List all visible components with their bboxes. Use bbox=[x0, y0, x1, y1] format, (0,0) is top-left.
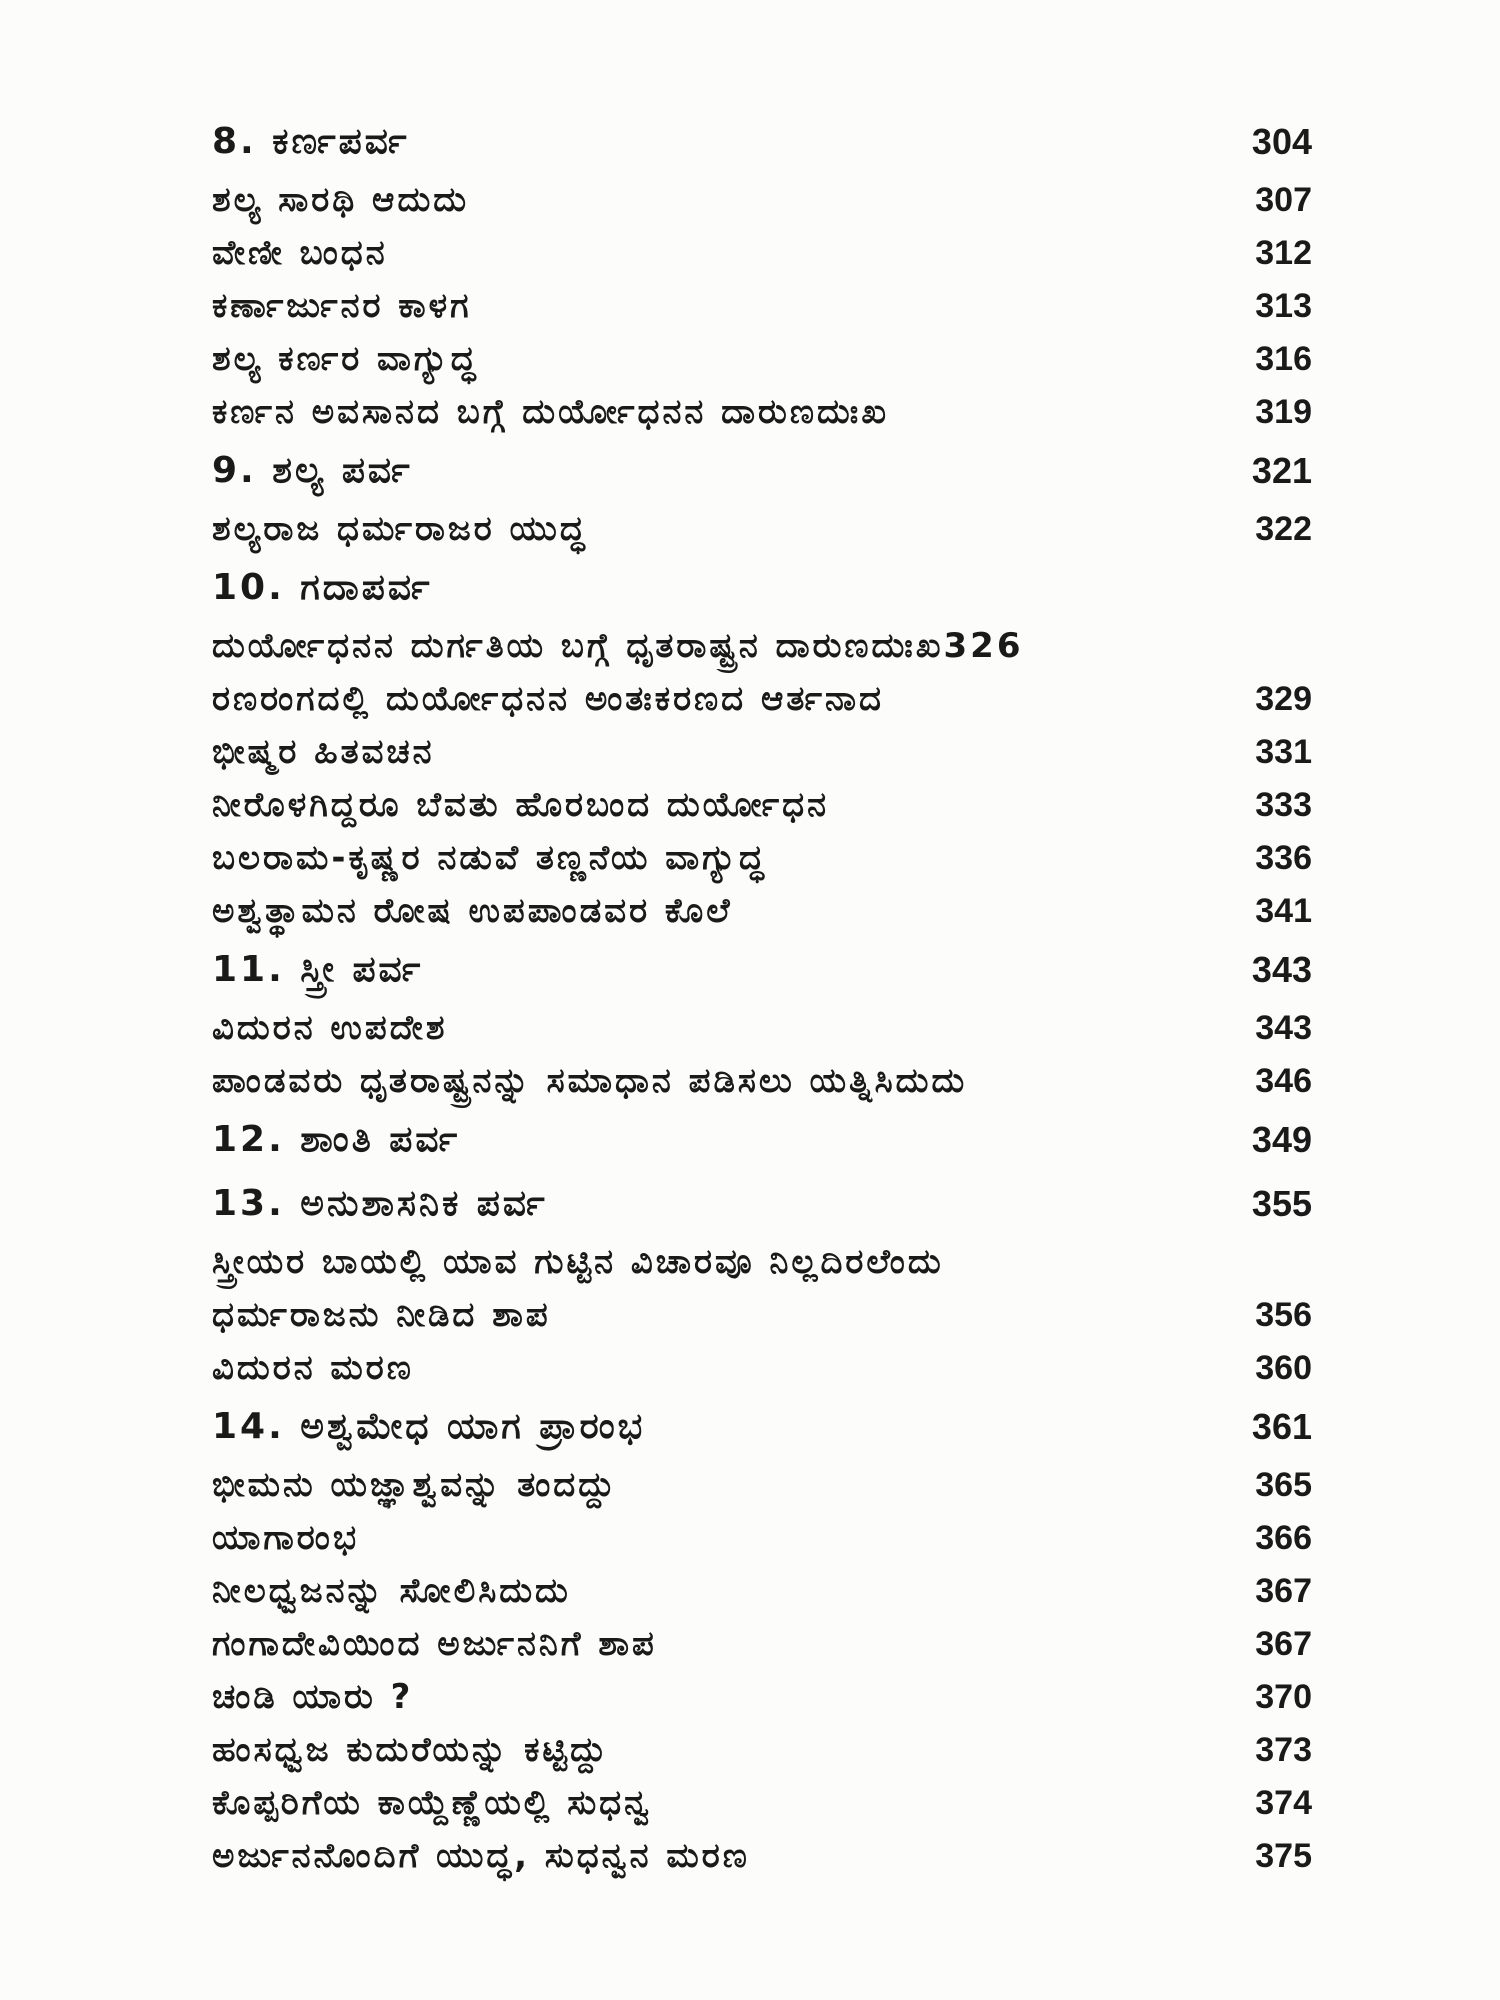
toc-page-number: 336 bbox=[1255, 839, 1312, 877]
toc-section-heading bbox=[212, 1172, 1312, 1236]
toc-entry-title: 9. ಶಲ್ಯ ಪರ್ವ bbox=[212, 450, 413, 491]
toc-entry-title: ವೇಣೀ ಬಂಧನ bbox=[212, 233, 388, 273]
toc-page-number: 333 bbox=[1255, 786, 1312, 824]
toc-entry bbox=[212, 333, 1312, 386]
toc-entry bbox=[212, 227, 1312, 280]
toc-entry-title: ಚಂಡಿ ಯಾರು ? bbox=[212, 1677, 414, 1717]
toc-entry bbox=[212, 1512, 1312, 1565]
toc-entry-title: ಹಂಸಧ್ವಜ ಕುದುರೆಯನ್ನು ಕಟ್ಟಿದ್ದು bbox=[212, 1730, 609, 1770]
toc-page-number: 367 bbox=[1255, 1572, 1312, 1610]
toc-page-number: 349 bbox=[1251, 1119, 1312, 1160]
toc-entry-title: 12. ಶಾಂತಿ ಪರ್ವ bbox=[212, 1119, 461, 1160]
toc-entry-title: ಭೀಷ್ಮರ ಹಿತವಚನ bbox=[212, 732, 435, 772]
toc-entry-title: ಶಲ್ಯರಾಜ ಧರ್ಮರಾಜರ ಯುದ್ಧ bbox=[212, 509, 588, 549]
toc-entry bbox=[212, 1618, 1312, 1671]
toc-page-number: 331 bbox=[1255, 733, 1312, 771]
toc-entry bbox=[212, 1055, 1312, 1108]
toc-page-number: 341 bbox=[1255, 892, 1312, 930]
toc-entry-title: ರಣರಂಗದಲ್ಲಿ ದುರ್ಯೋಧನನ ಅಂತಃಕರಣದ ಆರ್ತನಾದ bbox=[212, 679, 884, 719]
toc-entry bbox=[212, 174, 1312, 227]
toc-entry-title: ವಿದುರನ ಮರಣ bbox=[212, 1348, 414, 1388]
toc-section-heading bbox=[212, 110, 1312, 174]
toc-page-number: 356 bbox=[1255, 1296, 1312, 1334]
toc-entry-title: ಕರ್ಣಾರ್ಜುನರ ಕಾಳಗ bbox=[212, 286, 472, 326]
toc-entry bbox=[212, 779, 1312, 832]
toc-page-number: 329 bbox=[1255, 680, 1312, 718]
toc-entry bbox=[212, 1459, 1312, 1512]
toc-page-number: 312 bbox=[1255, 234, 1312, 272]
toc-page-number: 321 bbox=[1251, 450, 1312, 491]
toc-page-number: 307 bbox=[1255, 181, 1312, 219]
toc-entry-title: ಶಲ್ಯ ಕರ್ಣರ ವಾಗ್ಯುದ್ಧ bbox=[212, 339, 479, 379]
toc-entry-title: 10. ಗದಾಪರ್ವ bbox=[212, 567, 433, 608]
toc-entry-title: ಬಲರಾಮ-ಕೃಷ್ಣರ ನಡುವೆ ತಣ್ಣನೆಯ ವಾಗ್ಯುದ್ಧ bbox=[212, 838, 767, 878]
toc-entry bbox=[212, 726, 1312, 779]
toc-page-number: 322 bbox=[1255, 510, 1312, 548]
toc-entry bbox=[212, 1777, 1312, 1830]
toc-page-number: 355 bbox=[1251, 1183, 1312, 1224]
toc-entry-title: ಕರ್ಣನ ಅವಸಾನದ ಬಗ್ಗೆ ದುರ್ಯೋಧನನ ದಾರುಣದುಃಖ bbox=[212, 392, 889, 432]
toc-entry-title: ದುರ್ಯೋಧನನ ದುರ್ಗತಿಯ ಬಗ್ಗೆ ಧೃತರಾಷ್ಟ್ರನ ದಾರುಣದುಃಖ326 bbox=[212, 626, 1024, 666]
toc-entry-title: ಅರ್ಜುನನೊಂದಿಗೆ ಯುದ್ಧ, ಸುಧನ್ವನ ಮರಣ bbox=[212, 1836, 750, 1876]
toc-page-number: 370 bbox=[1255, 1678, 1312, 1716]
toc-page-number: 346 bbox=[1255, 1062, 1312, 1100]
toc-entry-title: ಕೊಪ್ಪರಿಗೆಯ ಕಾಯ್ದೆಣ್ಣೆಯಲ್ಲಿ ಸುಧನ್ವ bbox=[212, 1783, 653, 1823]
toc-entry-title: ನೀಲಧ್ವಜನನ್ನು ಸೋಲಿಸಿದುದು bbox=[212, 1571, 571, 1611]
toc-page-number: 367 bbox=[1255, 1625, 1312, 1663]
toc-entry bbox=[212, 1289, 1312, 1342]
toc-entry-title: ಯಾಗಾರಂಭ bbox=[212, 1518, 360, 1558]
toc-page-number: 374 bbox=[1255, 1784, 1312, 1822]
toc-page-number: 304 bbox=[1251, 121, 1312, 162]
toc-entry-title: ಧರ್ಮರಾಜನು ನೀಡಿದ ಶಾಪ bbox=[212, 1295, 551, 1335]
toc-page-number: 373 bbox=[1255, 1731, 1312, 1769]
toc-entry-title: 11. ಸ್ತ್ರೀ ಪರ್ವ bbox=[212, 949, 424, 990]
toc-entry bbox=[212, 885, 1312, 938]
toc-entry-title: ಭೀಮನು ಯಜ್ಞಾಶ್ವವನ್ನು ತಂದದ್ದು bbox=[212, 1465, 618, 1505]
toc-page-number: 313 bbox=[1255, 287, 1312, 325]
toc-entry bbox=[212, 1565, 1312, 1618]
toc-entry-title: 13. ಅನುಶಾಸನಿಕ ಪರ್ವ bbox=[212, 1183, 548, 1224]
toc-entry-title: ಅಶ್ವತ್ಥಾಮನ ರೋಷ ಉಪಪಾಂಡವರ ಕೊಲೆ bbox=[212, 891, 733, 931]
toc-entry bbox=[212, 1342, 1312, 1395]
toc-section-heading bbox=[212, 1395, 1312, 1459]
toc-entry bbox=[212, 1236, 1312, 1289]
toc-page-number: 343 bbox=[1251, 949, 1312, 990]
toc-entry bbox=[212, 1830, 1312, 1883]
toc-section-heading bbox=[212, 556, 1312, 620]
toc-section-heading bbox=[212, 439, 1312, 503]
toc-entry bbox=[212, 620, 1312, 673]
toc-entry bbox=[212, 280, 1312, 333]
toc-page-number: 343 bbox=[1255, 1009, 1312, 1047]
toc-entry-title: ಗಂಗಾದೇವಿಯಿಂದ ಅರ್ಜುನನಿಗೆ ಶಾಪ bbox=[212, 1624, 657, 1664]
toc-section-heading bbox=[212, 1108, 1312, 1172]
toc-entry bbox=[212, 386, 1312, 439]
toc-entry bbox=[212, 1002, 1312, 1055]
toc-page-number: 366 bbox=[1255, 1519, 1312, 1557]
toc-entry-title: ನೀರೊಳಗಿದ್ದರೂ ಬೆವತು ಹೊರಬಂದ ದುರ್ಯೋಧನ bbox=[212, 785, 829, 825]
toc-page-number: 360 bbox=[1255, 1349, 1312, 1387]
toc-page-number: 375 bbox=[1255, 1837, 1312, 1875]
toc-entry-title: ಸ್ತ್ರೀಯರ ಬಾಯಲ್ಲಿ ಯಾವ ಗುಟ್ಟಿನ ವಿಚಾರವೂ ನಿಲ್ಲದಿರಲೆಂದು bbox=[212, 1242, 944, 1282]
toc-entry-title: 14. ಅಶ್ವಮೇಧ ಯಾಗ ಪ್ರಾರಂಭ bbox=[212, 1406, 646, 1447]
toc-entry-title: ಪಾಂಡವರು ಧೃತರಾಷ್ಟ್ರನನ್ನು ಸಮಾಧಾನ ಪಡಿಸಲು ಯತ್ನಿಸಿದುದು bbox=[212, 1061, 968, 1101]
toc-entry bbox=[212, 503, 1312, 556]
toc-page-number: 361 bbox=[1251, 1406, 1312, 1447]
toc-entry-title: ಶಲ್ಯ ಸಾರಥಿ ಆದುದು bbox=[212, 180, 470, 220]
table-of-contents bbox=[212, 110, 1312, 1883]
toc-entry-title: ವಿದುರನ ಉಪದೇಶ bbox=[212, 1008, 448, 1048]
toc-entry-title: 8. ಕರ್ಣಪರ್ವ bbox=[212, 121, 410, 162]
toc-page-number: 316 bbox=[1255, 340, 1312, 378]
toc-entry bbox=[212, 1724, 1312, 1777]
toc-section-heading bbox=[212, 938, 1312, 1002]
toc-entry bbox=[212, 673, 1312, 726]
toc-page-number: 365 bbox=[1255, 1466, 1312, 1504]
toc-entry bbox=[212, 832, 1312, 885]
toc-page-number: 319 bbox=[1255, 393, 1312, 431]
toc-entry bbox=[212, 1671, 1312, 1724]
